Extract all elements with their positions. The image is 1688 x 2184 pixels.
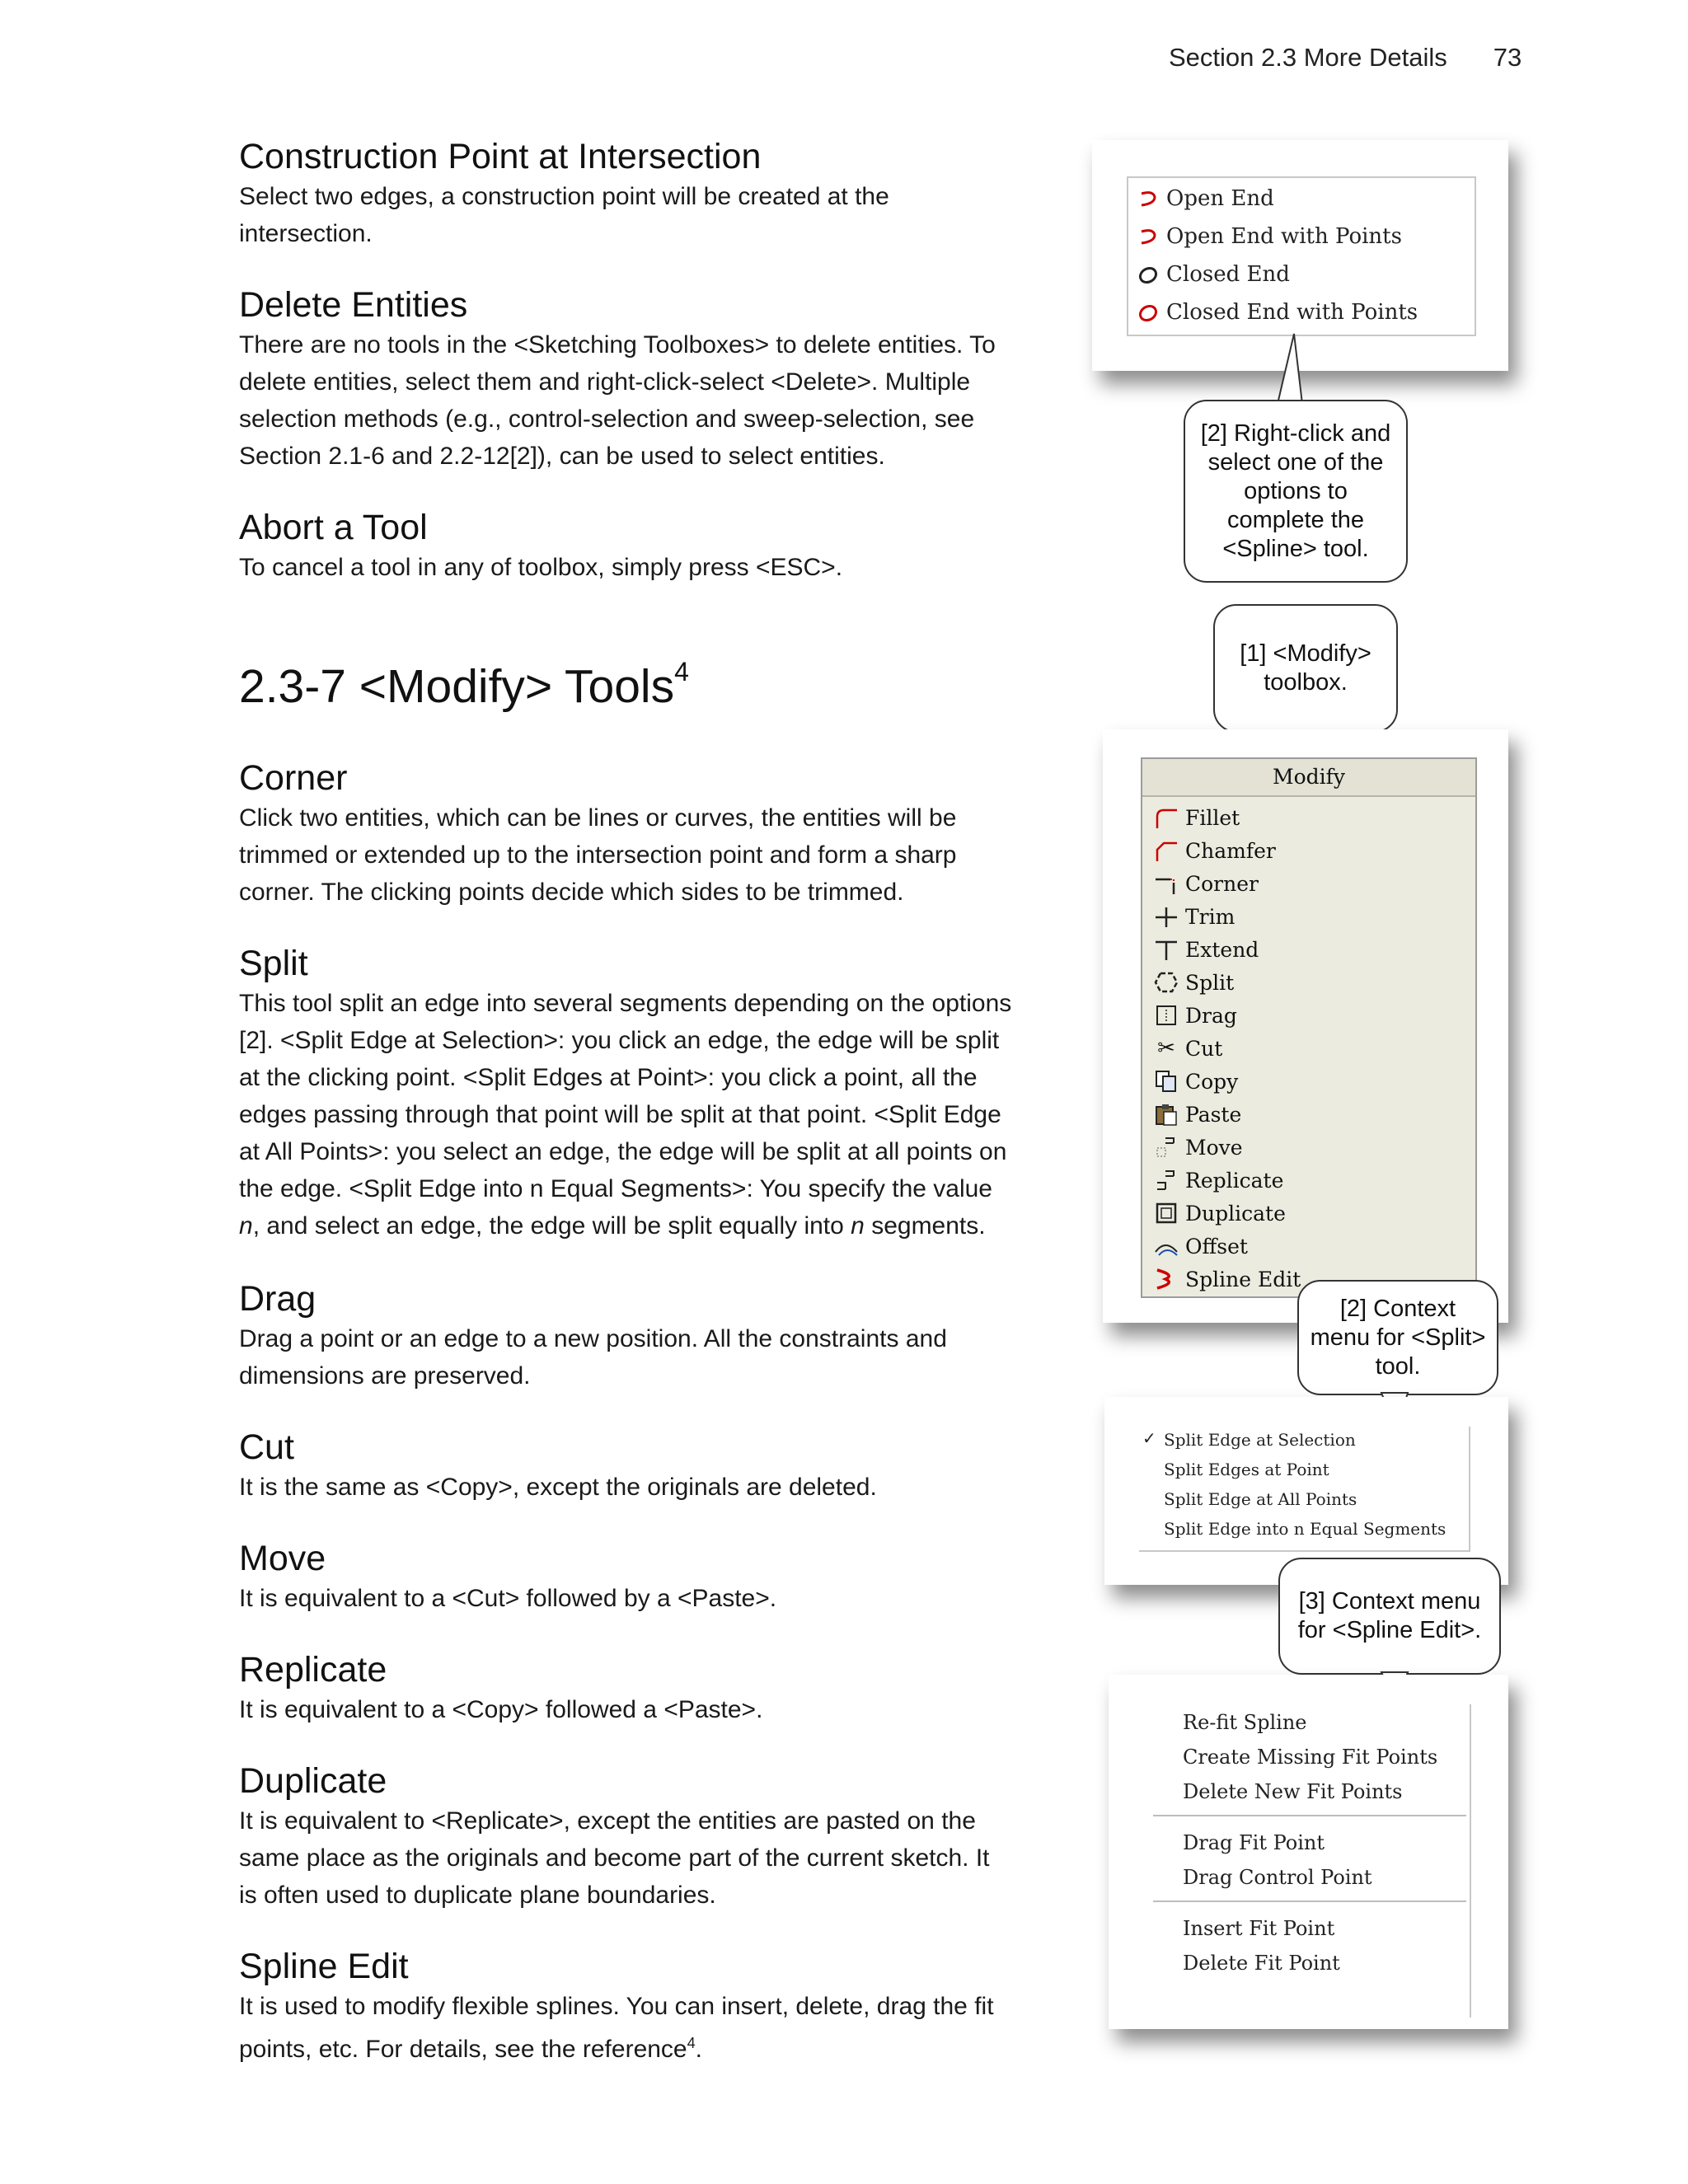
menu-item-open-end[interactable] bbox=[1137, 186, 1274, 211]
drag-icon bbox=[1154, 1003, 1179, 1028]
body-drag: Drag a point or an edge to a new position. All the constraints and dimensions are preserved. bbox=[239, 1325, 947, 1390]
heading-drag: Drag bbox=[239, 1279, 316, 1319]
split-menu-screenshot bbox=[1104, 1397, 1508, 1585]
section-move bbox=[239, 1537, 1014, 1617]
tool-extend[interactable] bbox=[1154, 934, 1259, 965]
checkmark-icon: ✓ bbox=[1142, 1428, 1156, 1448]
tool-paste[interactable] bbox=[1154, 1099, 1241, 1130]
tool-label: Spline Edit bbox=[1185, 1267, 1301, 1291]
scissors-icon: ✂ bbox=[1157, 1036, 1175, 1061]
split-icon bbox=[1154, 970, 1179, 995]
tool-chamfer[interactable] bbox=[1154, 835, 1276, 866]
heading-spline-edit: Spline Edit bbox=[239, 1947, 409, 1986]
menu-item-create-missing-fit-points[interactable]: Create Missing Fit Points bbox=[1183, 1746, 1438, 1769]
menu-separator bbox=[1153, 1900, 1466, 1902]
body-construction-point: Select two edges, a construction point will be created at the intersection. bbox=[239, 183, 889, 247]
tool-label: Replicate bbox=[1185, 1168, 1284, 1193]
menu-item-label: Open End with Points bbox=[1166, 224, 1402, 249]
modify-toolbox bbox=[1141, 757, 1477, 1298]
footnote-mark: 4 bbox=[674, 657, 689, 687]
trim-icon bbox=[1154, 904, 1179, 929]
body-duplicate: It is equivalent to <Replicate>, except the entities are pasted on the same place as the originals and become part of the current sketch. It is often used to duplicate plane boundaries. bbox=[239, 1807, 990, 1909]
body-corner: Click two entities, which can be lines or curves, the entities will be trimmed or extended up to the intersection point and form a sharp corner. The clicking points decide which sides to be trimmed. bbox=[239, 804, 957, 906]
tool-label: Drag bbox=[1185, 1003, 1237, 1028]
tool-label: Split bbox=[1185, 970, 1235, 995]
spline-edit-menu-screenshot bbox=[1109, 1675, 1508, 2029]
heading-duplicate: Duplicate bbox=[239, 1761, 387, 1801]
tool-split[interactable] bbox=[1154, 967, 1234, 998]
toolbox-title: Modify bbox=[1142, 759, 1475, 797]
move-icon bbox=[1154, 1135, 1179, 1160]
menu-separator bbox=[1153, 1815, 1466, 1816]
tool-fillet[interactable] bbox=[1154, 802, 1240, 833]
offset-icon bbox=[1154, 1234, 1179, 1258]
menu-item-insert-fit-point[interactable]: Insert Fit Point bbox=[1183, 1917, 1335, 1940]
menu-item-split-at-selection[interactable]: Split Edge at Selection bbox=[1164, 1430, 1356, 1450]
menu-item-split-at-point[interactable]: Split Edges at Point bbox=[1164, 1460, 1329, 1479]
heading-modify-tools bbox=[239, 659, 1014, 714]
tool-duplicate[interactable] bbox=[1154, 1197, 1286, 1229]
menu-item-closed-end-with-points[interactable] bbox=[1137, 300, 1418, 325]
fillet-icon bbox=[1154, 805, 1179, 830]
section-delete-entities bbox=[239, 284, 1014, 475]
heading-replicate: Replicate bbox=[239, 1650, 387, 1690]
body-spline-edit-text: It is used to modify flexible splines. You can insert, delete, drag the fit points, etc. For details, see the reference bbox=[239, 1993, 994, 2063]
callout-right-click: [2] Right-click and select one of the options to complete the <Spline> tool. bbox=[1184, 400, 1408, 583]
heading-modify-tools-text: 2.3-7 <Modify> Tools bbox=[239, 660, 675, 713]
spline-edit-context-menu bbox=[1148, 1704, 1471, 2018]
tool-spline-edit[interactable] bbox=[1154, 1263, 1301, 1295]
tool-label: Fillet bbox=[1185, 805, 1240, 830]
heading-corner: Corner bbox=[239, 758, 348, 798]
page-number: 73 bbox=[1493, 43, 1522, 72]
tool-cut[interactable] bbox=[1154, 1033, 1222, 1064]
body-split-part: This tool split an edge into several segments depending on the options [2]. <Split Edge at Selection>: you click an edge, the edge will be split at the clicking point. <Split Edges at Point>: you click a point, all the edges passing through that point will be split at that point. <Split Edge at All Points>: you select an edge, the edge will be split at all points on the edge. <Split Edge into n Equal Segments>: You specify the value bbox=[239, 990, 1012, 1202]
modify-toolbox-screenshot bbox=[1103, 729, 1508, 1323]
duplicate-icon bbox=[1154, 1201, 1179, 1226]
menu-item-label: Open End bbox=[1166, 186, 1274, 211]
tool-label: Extend bbox=[1185, 937, 1259, 962]
menu-item-closed-end[interactable] bbox=[1137, 262, 1290, 287]
tool-label: Trim bbox=[1185, 904, 1236, 929]
menu-item-drag-control-point[interactable]: Drag Control Point bbox=[1183, 1866, 1372, 1889]
section-replicate bbox=[239, 1648, 1014, 1728]
tool-label: Duplicate bbox=[1185, 1201, 1286, 1226]
footnote-mark: 4 bbox=[687, 2035, 696, 2051]
section-construction bbox=[239, 135, 1014, 252]
body-split-part: segments. bbox=[864, 1212, 986, 1240]
tool-trim[interactable] bbox=[1154, 901, 1235, 932]
tool-corner[interactable] bbox=[1154, 868, 1259, 899]
tool-label: Copy bbox=[1185, 1069, 1239, 1094]
body-move: It is equivalent to a <Cut> followed by a <Paste>. bbox=[239, 1585, 777, 1612]
paste-icon bbox=[1154, 1102, 1179, 1127]
tool-label: Corner bbox=[1185, 871, 1259, 896]
italic-n: n bbox=[239, 1212, 253, 1240]
menu-item-refit-spline[interactable]: Re-fit Spline bbox=[1183, 1711, 1307, 1734]
tool-label: Chamfer bbox=[1185, 838, 1276, 863]
tool-label: Offset bbox=[1185, 1234, 1248, 1258]
copy-icon bbox=[1154, 1069, 1179, 1094]
section-cut bbox=[239, 1426, 1014, 1506]
open-end-points-icon bbox=[1137, 227, 1160, 248]
callout-spline-edit-menu: [3] Context menu for <Spline Edit>. bbox=[1278, 1558, 1501, 1675]
menu-item-label: Closed End with Points bbox=[1166, 300, 1418, 325]
italic-n: n bbox=[851, 1212, 865, 1240]
corner-icon bbox=[1154, 871, 1179, 896]
tool-drag[interactable] bbox=[1154, 1000, 1237, 1031]
menu-item-drag-fit-point[interactable]: Drag Fit Point bbox=[1183, 1831, 1325, 1854]
section-label: Section 2.3 More Details bbox=[1169, 43, 1447, 72]
closed-end-icon bbox=[1137, 265, 1160, 286]
heading-cut: Cut bbox=[239, 1427, 294, 1467]
spline-edit-icon bbox=[1154, 1267, 1179, 1291]
menu-item-split-at-all-points[interactable]: Split Edge at All Points bbox=[1164, 1489, 1357, 1509]
tool-replicate[interactable] bbox=[1154, 1165, 1283, 1196]
heading-split: Split bbox=[239, 944, 308, 983]
callout-modify-toolbox: [1] <Modify> toolbox. bbox=[1213, 604, 1398, 733]
heading-move: Move bbox=[239, 1539, 326, 1578]
section-abort-tool bbox=[239, 506, 1014, 586]
body-spline-edit bbox=[239, 1988, 1014, 2068]
body-replicate: It is equivalent to a <Copy> followed a <Paste>. bbox=[239, 1696, 763, 1723]
section-corner bbox=[239, 757, 1014, 911]
running-header bbox=[1169, 43, 1522, 73]
menu-item-delete-fit-point[interactable]: Delete Fit Point bbox=[1183, 1952, 1340, 1975]
split-context-menu bbox=[1139, 1427, 1470, 1552]
callout-split-menu: [2] Context menu for <Split> tool. bbox=[1297, 1280, 1498, 1395]
tool-label: Paste bbox=[1185, 1102, 1242, 1127]
menu-item-open-end-with-points[interactable] bbox=[1137, 224, 1402, 249]
heading-construction-point: Construction Point at Intersection bbox=[239, 137, 762, 176]
menu-item-label: Closed End bbox=[1166, 262, 1290, 287]
section-modify-tools bbox=[239, 659, 1014, 714]
body-cut: It is the same as <Copy>, except the originals are deleted. bbox=[239, 1474, 877, 1501]
tool-label: Move bbox=[1185, 1135, 1243, 1160]
tool-move[interactable] bbox=[1154, 1132, 1243, 1163]
section-spline-edit bbox=[239, 1945, 1014, 2068]
section-split bbox=[239, 942, 1014, 1244]
menu-item-delete-new-fit-points[interactable]: Delete New Fit Points bbox=[1183, 1780, 1403, 1803]
replicate-icon bbox=[1154, 1168, 1179, 1193]
closed-end-points-icon bbox=[1137, 302, 1160, 324]
extend-icon bbox=[1154, 937, 1179, 962]
tool-offset[interactable] bbox=[1154, 1230, 1248, 1262]
spline-options-menu bbox=[1127, 176, 1476, 336]
heading-abort-tool: Abort a Tool bbox=[239, 508, 428, 547]
body-abort-tool: To cancel a tool in any of toolbox, simply press <ESC>. bbox=[239, 554, 843, 581]
body-split bbox=[239, 985, 1014, 1244]
open-end-icon bbox=[1137, 189, 1160, 210]
menu-item-split-equal-segments[interactable]: Split Edge into n Equal Segments bbox=[1164, 1519, 1447, 1539]
section-drag bbox=[239, 1277, 1014, 1394]
body-split-part: , and select an edge, the edge will be split equally into bbox=[252, 1212, 851, 1240]
heading-delete-entities: Delete Entities bbox=[239, 285, 468, 325]
body-spline-edit-end: . bbox=[695, 2036, 702, 2063]
chamfer-icon bbox=[1154, 838, 1179, 863]
tool-label: Cut bbox=[1185, 1036, 1223, 1061]
tool-copy[interactable] bbox=[1154, 1066, 1238, 1097]
body-delete-entities: There are no tools in the <Sketching Toolboxes> to delete entities. To delete entities, select them and right-click-select <Delete>. Multiple selection methods (e.g., control-selection and sweep-selection, see Section 2.1-6 and 2.2-12[2]), can be used to select entities. bbox=[239, 331, 996, 470]
section-duplicate bbox=[239, 1760, 1014, 1914]
callout-tail bbox=[1269, 330, 1319, 404]
